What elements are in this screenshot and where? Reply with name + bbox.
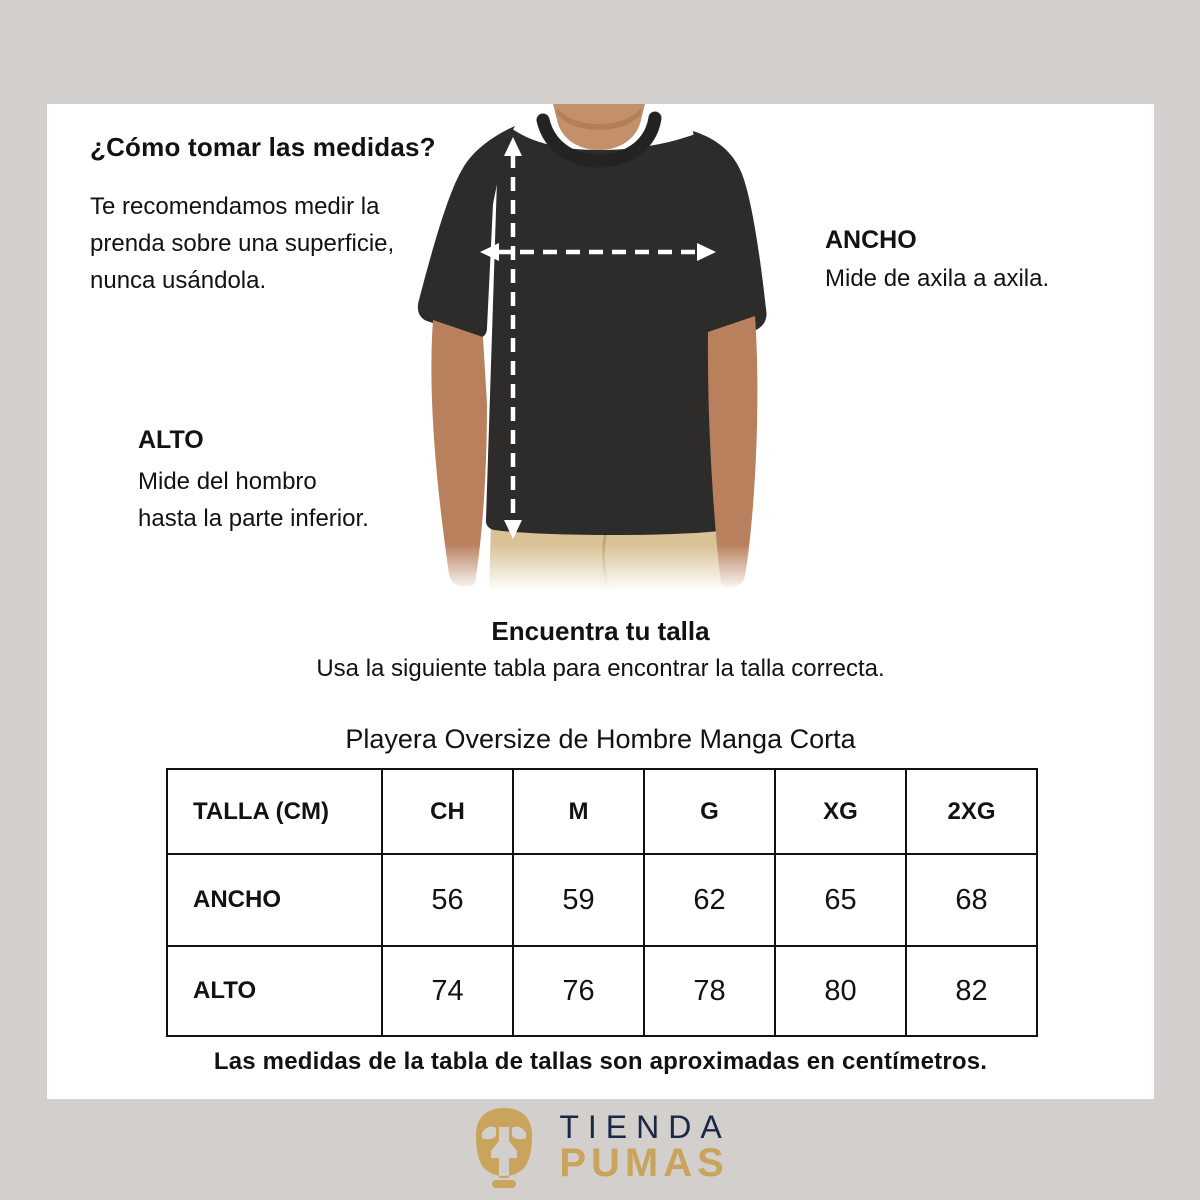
size-table-title: Playera Oversize de Hombre Manga Corta: [345, 724, 856, 754]
how-to-measure-title: ¿Cómo tomar las medidas?: [90, 132, 436, 162]
tshirt-torso: [486, 128, 729, 535]
table-header-cell: G: [644, 769, 775, 854]
table-row-label: ANCHO: [167, 854, 382, 946]
how-to-measure-text: Te recomendamos medir la prenda sobre una superficie, nunca usándola.: [90, 193, 395, 294]
table-cell: 68: [906, 854, 1037, 946]
table-header-cell: XG: [775, 769, 906, 854]
table-header-cell: TALLA (CM): [167, 769, 382, 854]
photo-bottom-fade: [403, 544, 795, 591]
find-size-subtitle: Usa la siguiente tabla para encontrar la talla correcta.: [316, 655, 885, 682]
model-photo: [403, 104, 795, 591]
table-cell: 62: [644, 854, 775, 946]
table-cell: 76: [513, 946, 644, 1036]
table-row: [167, 946, 1037, 1036]
measurements-note: Las medidas de la tabla de tallas son aproximadas en centímetros.: [213, 1048, 988, 1075]
ancho-callout: [825, 226, 1125, 293]
ancho-description: Mide de axila a axila.: [825, 265, 1050, 292]
table-header-cell: 2XG: [906, 769, 1037, 854]
table-cell: 82: [906, 946, 1037, 1036]
alto-description: Mide del hombro hasta la parte inferior.: [138, 468, 369, 532]
alto-callout: [138, 426, 428, 537]
brand-footer: [0, 1099, 1200, 1200]
brand-name-pumas: PUMAS: [559, 1141, 729, 1185]
table-header-cell: CH: [382, 769, 513, 854]
alto-label: ALTO: [138, 426, 204, 454]
table-cell: 65: [775, 854, 906, 946]
tshirt-measure-diagram: [403, 104, 795, 591]
table-cell: 80: [775, 946, 906, 1036]
table-cell: 56: [382, 854, 513, 946]
table-header-row: [167, 769, 1037, 854]
content-card: [47, 104, 1154, 1099]
table-cell: 59: [513, 854, 644, 946]
pumas-logo-icon: [469, 1106, 539, 1188]
table-cell: 74: [382, 946, 513, 1036]
ancho-label: ANCHO: [825, 226, 917, 254]
table-row: [167, 854, 1037, 946]
size-table: [166, 768, 1038, 1037]
brand-name-tienda: TIENDA: [559, 1109, 731, 1145]
table-cell: 78: [644, 946, 775, 1036]
brand-wordmark: [559, 1106, 731, 1185]
table-row-label: ALTO: [167, 946, 382, 1036]
table-header-cell: M: [513, 769, 644, 854]
find-size-title: Encuentra tu talla: [491, 616, 710, 646]
